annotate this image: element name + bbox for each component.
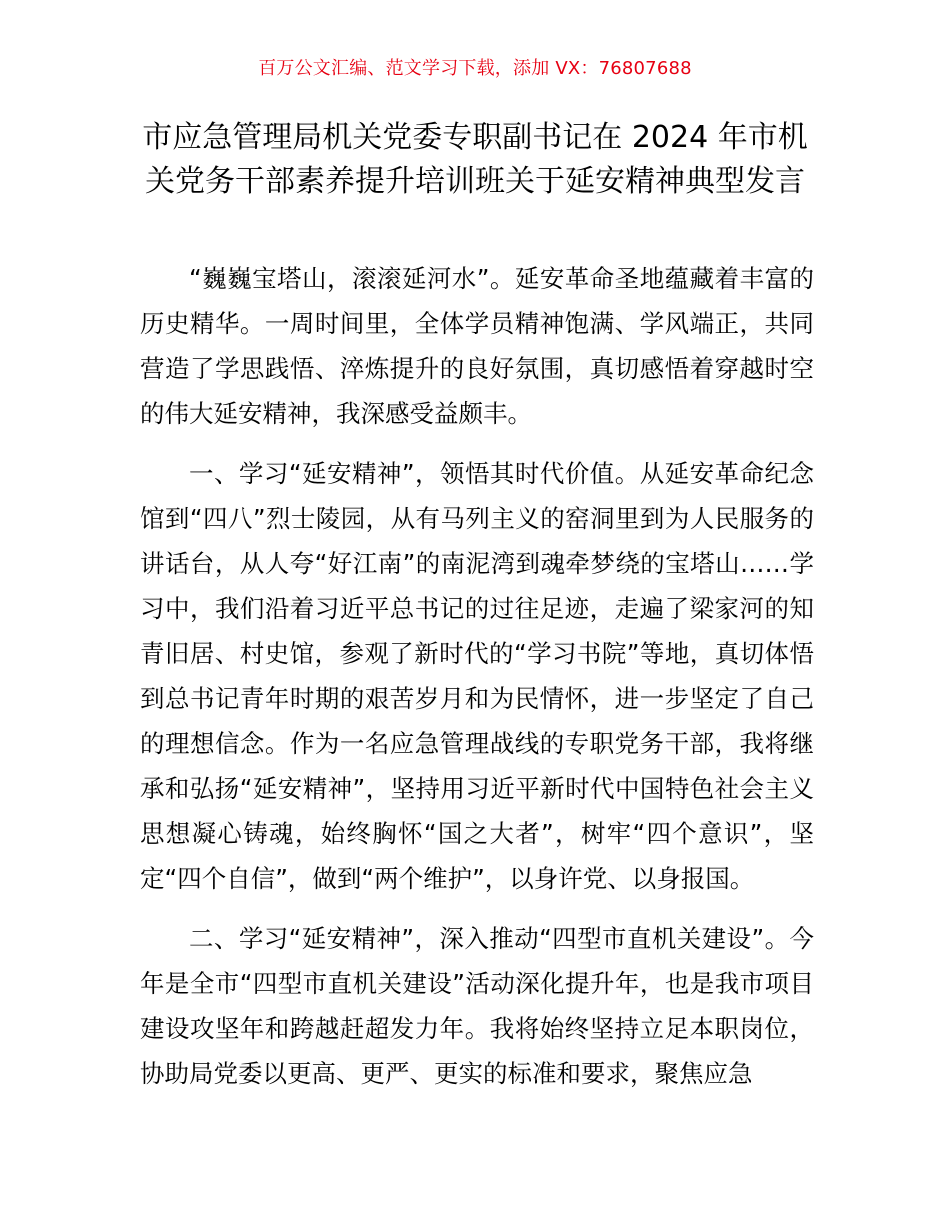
document-title: 市应急管理局机关党委专职副书记在 2024 年市机关党务干部素养提升培训班关于延安精神典型发言 — [142, 120, 808, 199]
paragraph-section-2: 二、学习“延安精神”，深入推动“四型市直机关建设”。今年是全市“四型市直机关建设”活动深化提升年，也是我市项目建设攻坚年和跨越赶超发力年。我将始终坚持立足本职岗位，协助局党委以更高、更严、更实的标准和要求，聚焦应急 — [140, 924, 814, 1088]
paragraph-intro: “巍巍宝塔山，滚滚延河水”。延安革命圣地蕴藏着丰富的历史精华。一周时间里，全体学员精神饱满、学风端正，共同营造了学思践悟、淬炼提升的良好氛围，真切感悟着穿越时空的伟大延安精神，我深感受益颇丰。 — [140, 264, 814, 428]
document-body — [140, 256, 814, 1111]
header-banner: 百万公文汇编、范文学习下载，添加 VX：76807688 — [258, 58, 692, 79]
paragraph-section-1: 一、学习“延安精神”，领悟其时代价值。从延安革命纪念馆到“四八”烈士陵园，从有马列主义的窑洞里到为人民服务的讲话台，从人夸“好江南”的南泥湾到魂牵梦绕的宝塔山……学习中，我们沿着习近平总书记的过往足迹，走遍了梁家河的知青旧居、村史馆，参观了新时代的“学习书院”等地，真切体悟到总书记青年时期的艰苦岁月和为民情怀，进一步坚定了自己的理想信念。作为一名应急管理战线的专职党务干部，我将继承和弘扬“延安精神”，坚持用习近平新时代中国特色社会主义思想凝心铸魂，始终胸怀“国之大者”，树牢“四个意识”，坚定“四个自信”，做到“两个维护”，以身许党、以身报国。 — [140, 459, 814, 893]
